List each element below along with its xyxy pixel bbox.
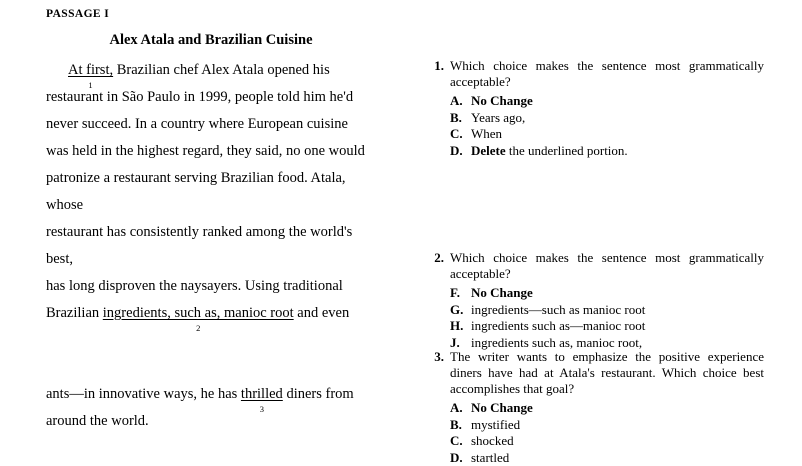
passage-line-5: patronize a restaurant serving Brazilian food. Atala, whose xyxy=(46,165,380,219)
choice-2-f-letter: F. xyxy=(450,285,471,302)
passage-line-2: restaurant in São Paulo in 1999, people told him he'd xyxy=(46,84,380,111)
question-1-number: 1. xyxy=(424,58,450,74)
question-1-header xyxy=(424,58,764,90)
choice-1-d-text: Delete the underlined portion. xyxy=(471,143,628,160)
choice-3-a[interactable] xyxy=(450,400,764,417)
passage-line-1-rest: Brazilian chef Alex Atala opened his xyxy=(113,62,330,78)
passage-line-9-pre: ants—in innovative ways, he has xyxy=(46,386,241,402)
underlined-text-3: thrilled xyxy=(241,386,283,402)
passage-line-4: was held in the highest regard, they said, no one would xyxy=(46,138,380,165)
choice-1-a[interactable] xyxy=(450,93,764,110)
question-1-choices xyxy=(450,93,764,159)
choice-1-c[interactable] xyxy=(450,126,764,143)
passage-line-9-post: diners from xyxy=(283,386,354,402)
passage-line-9 xyxy=(46,381,380,408)
choice-2-h[interactable] xyxy=(450,318,764,335)
choice-2-f[interactable] xyxy=(450,285,764,302)
question-marker-3: 3 xyxy=(260,396,264,423)
choice-1-b-text: Years ago, xyxy=(471,110,525,127)
question-3-header xyxy=(424,349,764,397)
underlined-portion-1[interactable] xyxy=(68,57,113,84)
choice-3-d[interactable] xyxy=(450,450,764,466)
passage-line-6: restaurant has consistently ranked among the world's best, xyxy=(46,219,380,273)
question-2-header xyxy=(424,250,764,282)
underlined-portion-2[interactable] xyxy=(103,300,294,327)
underlined-portion-3[interactable] xyxy=(241,381,283,408)
choice-2-g-text: ingredients—such as manioc root xyxy=(471,302,645,319)
passage-line-1 xyxy=(46,57,380,84)
underlined-text-2: ingredients, such as, manioc root xyxy=(103,305,294,321)
passage-spacer-2 xyxy=(46,354,380,381)
choice-1-b-letter: B. xyxy=(450,110,471,127)
choice-3-c[interactable] xyxy=(450,433,764,450)
choice-2-j-text: ingredients such as, manioc root, xyxy=(471,335,642,352)
choice-2-g-letter: G. xyxy=(450,302,471,319)
question-3-stem: The writer wants to emphasize the positive experience diners have had at Atala's restaurant. Which choice best accomplishes that goal? xyxy=(450,349,764,397)
passage-line-10: around the world. xyxy=(46,408,380,435)
choice-1-d[interactable] xyxy=(450,143,764,160)
passage-spacer xyxy=(46,327,380,354)
choice-1-c-text: When xyxy=(471,126,502,143)
choice-3-c-letter: C. xyxy=(450,433,471,450)
question-2 xyxy=(424,250,764,351)
choice-1-a-letter: A. xyxy=(450,93,471,110)
choice-3-a-text: No Change xyxy=(471,400,533,417)
choice-3-d-text: startled xyxy=(471,450,509,466)
choice-3-d-letter: D. xyxy=(450,450,471,466)
choice-3-b[interactable] xyxy=(450,417,764,434)
passage-line-8-post: and even xyxy=(294,305,350,321)
passage-label: PASSAGE I xyxy=(46,8,109,20)
choice-2-j-letter: J. xyxy=(450,335,471,352)
passage-line-7: has long disproven the naysayers. Using traditional xyxy=(46,273,380,300)
question-2-number: 2. xyxy=(424,250,450,266)
question-1 xyxy=(424,58,764,159)
choice-1-a-text: No Change xyxy=(471,93,533,110)
passage-line-8-pre: Brazilian xyxy=(46,305,103,321)
underlined-text-1: At first, xyxy=(68,62,113,78)
question-3 xyxy=(424,349,764,466)
passage-line-8 xyxy=(46,300,380,327)
passage-body xyxy=(46,57,380,435)
question-3-number: 3. xyxy=(424,349,450,365)
choice-1-d-letter: D. xyxy=(450,143,471,160)
passage-line-3: never succeed. In a country where European cuisine xyxy=(46,111,380,138)
choice-1-d-prefix: Delete xyxy=(471,143,506,158)
choice-3-a-letter: A. xyxy=(450,400,471,417)
choice-2-f-text: No Change xyxy=(471,285,533,302)
choice-3-b-letter: B. xyxy=(450,417,471,434)
passage-title: Alex Atala and Brazilian Cuisine xyxy=(46,32,376,49)
question-marker-2: 2 xyxy=(196,315,200,342)
question-1-stem: Which choice makes the sentence most grammatically acceptable? xyxy=(450,58,764,90)
choice-3-b-text: mystified xyxy=(471,417,520,434)
choice-3-c-text: shocked xyxy=(471,433,514,450)
choice-2-h-letter: H. xyxy=(450,318,471,335)
choice-2-g[interactable] xyxy=(450,302,764,319)
choice-1-c-letter: C. xyxy=(450,126,471,143)
question-2-choices xyxy=(450,285,764,351)
question-3-choices xyxy=(450,400,764,466)
choice-2-h-text: ingredients such as—manioc root xyxy=(471,318,645,335)
choice-1-b[interactable] xyxy=(450,110,764,127)
question-2-stem: Which choice makes the sentence most grammatically acceptable? xyxy=(450,250,764,282)
question-marker-1: 1 xyxy=(88,72,92,99)
